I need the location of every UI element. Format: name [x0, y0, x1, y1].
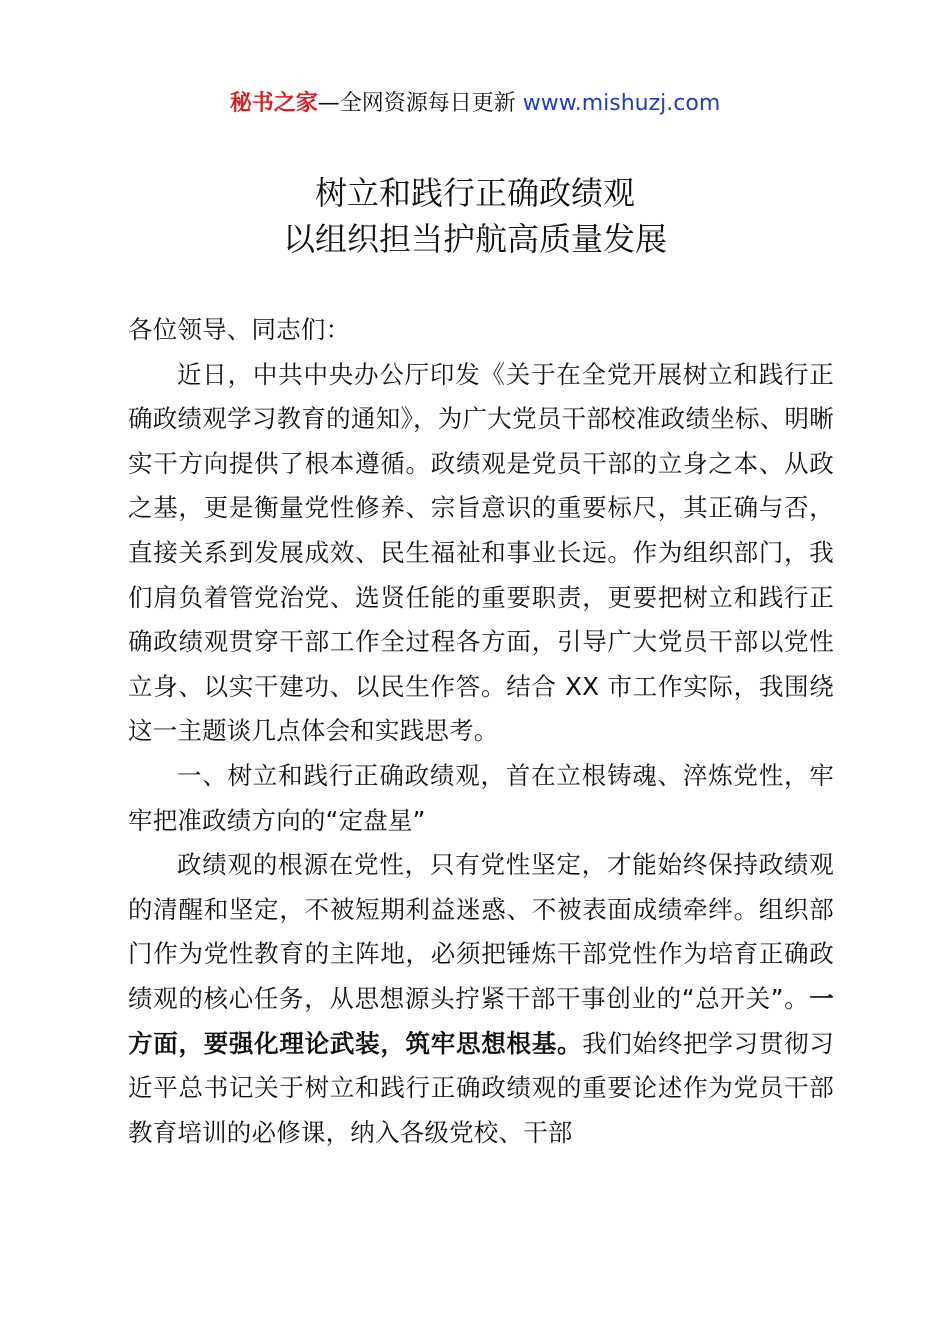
site-slogan: —全网资源每日更新: [317, 91, 523, 116]
paragraph-section-1-text-b: 我们始终把学习贯彻习近平总书记关于树立和践行正确政绩观的重要论述作为党员干部教育培训的必修课，纳入各级党校、干部: [128, 1028, 834, 1147]
section-heading-1: 一、树立和践行正确政绩观，首在立根铸魂、淬炼党性，牢牢把准政绩方向的“定盘星”: [128, 760, 834, 835]
paragraph-section-1: [128, 843, 834, 1155]
site-header: [0, 88, 950, 120]
title-line-2: 以组织担当护航高质量发展: [282, 220, 667, 258]
paragraph-section-1-text-a: 政绩观的根源在党性，只有党性坚定，才能始终保持政绩观的清醒和坚定，不被短期利益迷惑、不被表面成绩牵绊。组织部门作为党性教育的主阵地，必须把锤炼干部党性作为培育正确政绩观的核心任务，从思想源头拧紧干部干事创业的“总开关”。: [128, 850, 834, 1013]
document-title: [0, 170, 950, 262]
salutation: 各位领导、同志们：: [128, 315, 351, 344]
site-url-link[interactable]: www.mishuzj.com: [522, 91, 721, 116]
title-line-1: 树立和践行正确政绩观: [314, 174, 635, 212]
document-body: [128, 308, 834, 1155]
paragraph-section-1-bold: 一方面，要强化理论武装，筑牢思想根基。: [128, 983, 834, 1058]
site-brand: 秘书之家: [229, 91, 318, 116]
paragraph-intro: 近日，中共中央办公厅印发《关于在全党开展树立和践行正确政绩观学习教育的通知》，为广大党员干部校准政绩坐标、明晰实干方向提供了根本遵循。政绩观是党员干部的立身之本、从政之基，更是衡量党性修养、宗旨意识的重要标尺，其正确与否，直接关系到发展成效、民生福祉和事业长远。作为组织部门，我们肩负着管党治党、选贤任能的重要职责，更要把树立和践行正确政绩观贯穿干部工作全过程各方面，引导广大党员干部以党性立身、以实干建功、以民生作答。结合 XX 市工作实际，我围绕这一主题谈几点体会和实践思考。: [128, 359, 834, 746]
